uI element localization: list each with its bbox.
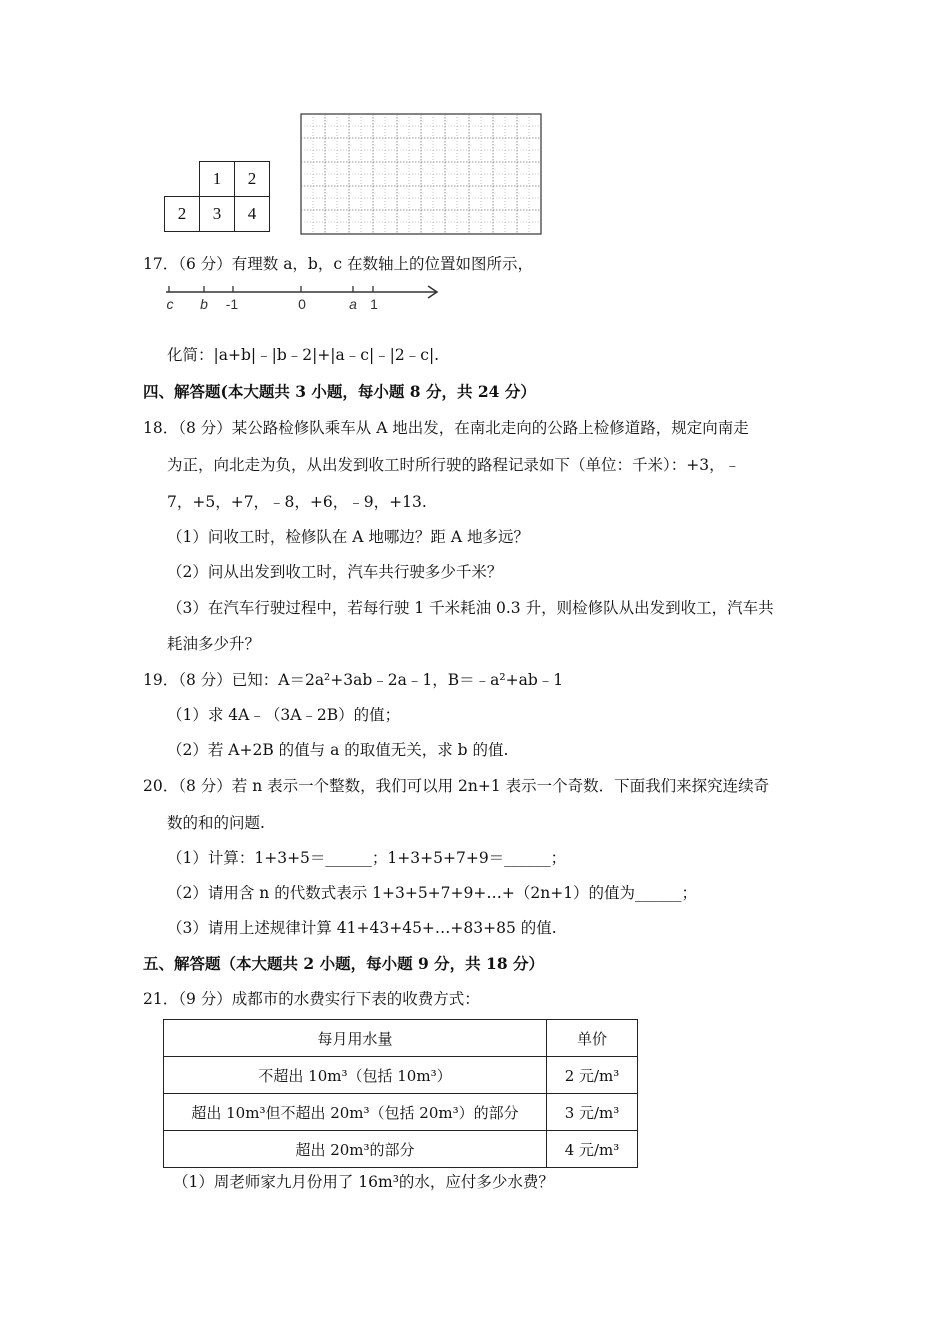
table-header-cell: 每月用水量 bbox=[164, 1020, 547, 1057]
q18-part2: （2）问从出发到收工时，汽车共行驶多少千米？ bbox=[167, 563, 503, 581]
q17-simplify: 化简：|a+b|﹣|b﹣2|+|a﹣c|﹣|2﹣c|. bbox=[167, 346, 440, 364]
q20-line1: 20．（8 分）若 n 表示一个整数，我们可以用 2n+1 表示一个奇数．下面我们来探究连续奇 bbox=[143, 777, 770, 795]
cube-cell: 1 bbox=[199, 161, 235, 197]
q19-stem: 19．（8 分）已知：A＝2a²+3ab﹣2a﹣1，B＝﹣a²+ab﹣1 bbox=[143, 671, 564, 689]
q21-stem: 21．（9 分）成都市的水费实行下表的收费方式： bbox=[143, 990, 480, 1008]
table-cell: 不超出 10m³（包括 10m³） bbox=[164, 1057, 547, 1094]
section4-title: 四、解答题(本大题共 3 小题，每小题 8 分，共 24 分） bbox=[143, 382, 536, 401]
axis-label-minus-one: -1 bbox=[225, 296, 239, 312]
q18-line2: 为正，向北走为负，从出发到收工时所行驶的路程记录如下（单位：千米）：+3，﹣ bbox=[167, 456, 741, 474]
q20-part3: （3）请用上述规律计算 41+43+45+…+83+85 的值. bbox=[167, 919, 557, 937]
q21-part1: （1）周老师家九月份用了 16m³的水，应付多少水费？ bbox=[173, 1173, 554, 1191]
table-cell: 4 元/m³ bbox=[547, 1131, 638, 1168]
number-line bbox=[160, 280, 445, 314]
table-header-cell: 单价 bbox=[547, 1020, 638, 1057]
axis-label-one: 1 bbox=[370, 296, 378, 312]
axis-label-a: a bbox=[349, 296, 357, 312]
section5-title: 五、解答题（本大题共 2 小题，每小题 9 分，共 18 分） bbox=[143, 954, 545, 973]
table-row bbox=[164, 1057, 638, 1094]
axis-label-b: b bbox=[200, 296, 208, 312]
drawing-grid bbox=[300, 113, 542, 235]
table-cell: 3 元/m³ bbox=[547, 1094, 638, 1131]
table-header-row bbox=[164, 1020, 638, 1057]
q18-part3b: 耗油多少升？ bbox=[167, 635, 261, 653]
q20-line2: 数的和的问题. bbox=[167, 814, 265, 832]
q18-line3: 7，+5，+7，﹣8，+6，﹣9，+13. bbox=[167, 493, 427, 511]
axis-label-zero: 0 bbox=[298, 296, 306, 312]
cube-cell: 2 bbox=[234, 161, 270, 197]
axis-label-c: c bbox=[166, 296, 174, 312]
water-fee-table bbox=[163, 1019, 638, 1168]
table-row bbox=[164, 1131, 638, 1168]
table-row bbox=[164, 1094, 638, 1131]
q19-part1: （1）求 4A﹣（3A﹣2B）的值； bbox=[167, 706, 401, 724]
q17-stem: 17．（6 分）有理数 a，b，c 在数轴上的位置如图所示， bbox=[143, 255, 533, 273]
q18-part3a: （3）在汽车行驶过程中，若每行驶 1 千米耗油 0.3 升，则检修队从出发到收工，汽车共 bbox=[167, 599, 774, 617]
q18-part1: （1）问收工时，检修队在 A 地哪边？距 A 地多远？ bbox=[167, 528, 529, 546]
table-cell: 超出 10m³但不超出 20m³（包括 20m³）的部分 bbox=[164, 1094, 547, 1131]
cube-cell: 4 bbox=[234, 196, 270, 232]
table-cell: 2 元/m³ bbox=[547, 1057, 638, 1094]
cube-cell: 2 bbox=[164, 196, 200, 232]
q19-part2: （2）若 A+2B 的值与 a 的取值无关，求 b 的值. bbox=[167, 741, 509, 759]
q20-part1: （1）计算：1+3+5＝______；1+3+5+7+9＝______； bbox=[167, 849, 567, 867]
q18-line1: 18．（8 分）某公路检修队乘车从 A 地出发，在南北走向的公路上检修道路，规定向南走 bbox=[143, 419, 749, 437]
table-cell: 超出 20m³的部分 bbox=[164, 1131, 547, 1168]
q20-part2: （2）请用含 n 的代数式表示 1+3+5+7+9+…+（2n+1）的值为______； bbox=[167, 884, 698, 902]
cube-cell: 3 bbox=[199, 196, 235, 232]
